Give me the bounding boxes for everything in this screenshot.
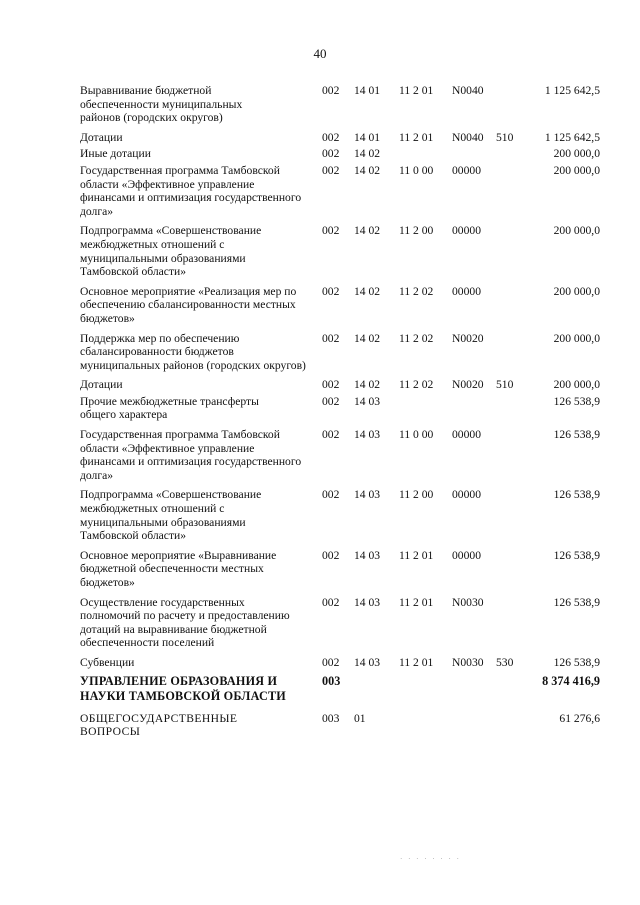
- row-name: Основное мероприятие «Реализация мер по обеспечению сбалансированности местных бюджетов»: [80, 284, 297, 325]
- ministry-code: 003: [322, 673, 341, 688]
- section-code: 14 03: [354, 488, 381, 502]
- row-name: Выравнивание бюджетной обеспеченности муниципальных районов (городских округов): [80, 84, 243, 125]
- table-row: [0, 488, 640, 542]
- row-name: Дотации: [80, 378, 123, 392]
- program-code: 11 0 00: [399, 163, 434, 177]
- program-code: 11 2 01: [399, 655, 434, 669]
- section-code: 14 02: [354, 284, 381, 298]
- table-row: [0, 596, 640, 650]
- program-code: 11 2 02: [399, 284, 434, 298]
- table-row: [0, 147, 640, 161]
- page-number: 40: [313, 46, 327, 61]
- program-code: 11 0 00: [399, 428, 434, 442]
- section-code: 01: [354, 711, 366, 725]
- expense-type-code: 510: [496, 130, 514, 144]
- ministry-code: 002: [322, 655, 340, 669]
- expense-type-code: 510: [496, 378, 514, 392]
- section-code: 14 03: [354, 655, 381, 669]
- ministry-code: 002: [322, 548, 340, 562]
- row-name: Основное мероприятие «Выравнивание бюджетной обеспеченности местных бюджетов»: [80, 548, 277, 589]
- row-name: Подпрограмма «Совершенствование межбюджетных отношений с муниципальными образованиями Тамбовской области»: [80, 224, 262, 279]
- amount: 200 000,0: [553, 284, 600, 298]
- item-code: 00000: [452, 548, 481, 562]
- amount: 61 276,6: [559, 711, 600, 725]
- item-code: 00000: [452, 163, 481, 177]
- section-code: 14 03: [354, 394, 381, 408]
- ministry-code: 002: [322, 428, 340, 442]
- row-name: Осуществление государственных полномочий по расчету и предоставлению дотаций на выравнивание бюджетной обеспеченности поселений: [80, 595, 290, 650]
- section-code: 14 03: [354, 595, 381, 609]
- item-code: N0030: [452, 655, 484, 669]
- amount: 126 538,9: [553, 548, 600, 562]
- program-code: 11 2 01: [399, 548, 434, 562]
- item-code: N0030: [452, 595, 484, 609]
- item-code: 00000: [452, 488, 481, 502]
- amount: 126 538,9: [553, 488, 600, 502]
- table-row: [0, 332, 640, 373]
- ministry-code: 002: [322, 163, 340, 177]
- table-row: [0, 428, 640, 482]
- program-code: 11 2 01: [399, 595, 434, 609]
- scan-artifact: · · · · · · · ·: [400, 855, 461, 863]
- table-row: [0, 674, 640, 704]
- section-code: 14 02: [354, 163, 381, 177]
- amount: 200 000,0: [553, 378, 600, 392]
- table-row: [0, 395, 640, 422]
- ministry-code: 002: [322, 394, 340, 408]
- table-row: [0, 378, 640, 392]
- ministry-code: 003: [322, 711, 340, 725]
- table-row: [0, 656, 640, 670]
- section-code: 14 03: [354, 548, 381, 562]
- table-row: [0, 84, 640, 125]
- item-code: N0020: [452, 331, 484, 345]
- item-code: N0020: [452, 378, 484, 392]
- ministry-code: 002: [322, 284, 340, 298]
- row-name: Прочие межбюджетные трансферты общего характера: [80, 394, 259, 422]
- budget-table: [0, 84, 640, 739]
- ministry-code: 002: [322, 84, 340, 97]
- ministry-code: 002: [322, 595, 340, 609]
- table-row: [0, 131, 640, 145]
- amount: 126 538,9: [553, 595, 600, 609]
- item-code: 00000: [452, 224, 481, 238]
- section-code: 14 01: [354, 84, 381, 97]
- section-code: 14 02: [354, 331, 381, 345]
- row-name: Подпрограмма «Совершенствование межбюджетных отношений с муниципальными образованиями Тамбовской области»: [80, 488, 262, 543]
- item-code: 00000: [452, 284, 481, 298]
- table-row: [0, 712, 640, 739]
- row-name: Иные дотации: [80, 147, 151, 161]
- section-code: 14 03: [354, 428, 381, 442]
- table-row: [0, 549, 640, 590]
- table-row: [0, 285, 640, 326]
- amount: 126 538,9: [553, 394, 600, 408]
- program-code: 11 2 01: [399, 130, 434, 144]
- amount: 8 374 416,9: [542, 673, 600, 688]
- program-code: 11 2 00: [399, 224, 434, 238]
- section-code: 14 02: [354, 224, 381, 238]
- row-name: Государственная программа Тамбовской области «Эффективное управление финансами и оптимизация государственного долга»: [80, 428, 302, 482]
- ministry-code: 002: [322, 331, 340, 345]
- table-row: [0, 224, 640, 278]
- section-code: 14 02: [354, 378, 381, 392]
- amount: 126 538,9: [553, 655, 600, 669]
- amount: 1 125 642,5: [544, 130, 600, 144]
- amount: 200 000,0: [553, 163, 600, 177]
- section-code: 14 01: [354, 130, 381, 144]
- program-code: 11 2 02: [399, 331, 434, 345]
- item-code: 00000: [452, 428, 481, 442]
- row-name: Субвенции: [80, 655, 135, 669]
- ministry-code: 002: [322, 130, 340, 144]
- item-code: N0040: [452, 130, 484, 144]
- expense-type-code: 530: [496, 655, 514, 669]
- amount: 200 000,0: [553, 224, 600, 238]
- amount: 1 125 642,5: [544, 84, 600, 97]
- ministry-code: 002: [322, 488, 340, 502]
- row-name: ОБЩЕГОСУДАРСТВЕННЫЕ ВОПРОСЫ: [80, 711, 238, 739]
- ministry-code: 002: [322, 378, 340, 392]
- item-code: N0040: [452, 84, 484, 97]
- section-code: 14 02: [354, 147, 381, 161]
- table-row: [0, 164, 640, 218]
- program-code: 11 2 00: [399, 488, 434, 502]
- row-name: Государственная программа Тамбовской области «Эффективное управление финансами и оптимизация государственного долга»: [80, 163, 302, 218]
- amount: 200 000,0: [553, 331, 600, 345]
- row-name: Дотации: [80, 130, 123, 144]
- row-name: УПРАВЛЕНИЕ ОБРАЗОВАНИЯ И НАУКИ ТАМБОВСКОЙ ОБЛАСТИ: [80, 673, 286, 703]
- row-name: Поддержка мер по обеспечению сбалансированности бюджетов муниципальных районов (городских округов): [80, 331, 306, 372]
- ministry-code: 002: [322, 224, 340, 238]
- program-code: 11 2 02: [399, 378, 434, 392]
- program-code: 11 2 01: [399, 84, 434, 97]
- amount: 200 000,0: [553, 147, 600, 161]
- amount: 126 538,9: [553, 428, 600, 442]
- ministry-code: 002: [322, 147, 340, 161]
